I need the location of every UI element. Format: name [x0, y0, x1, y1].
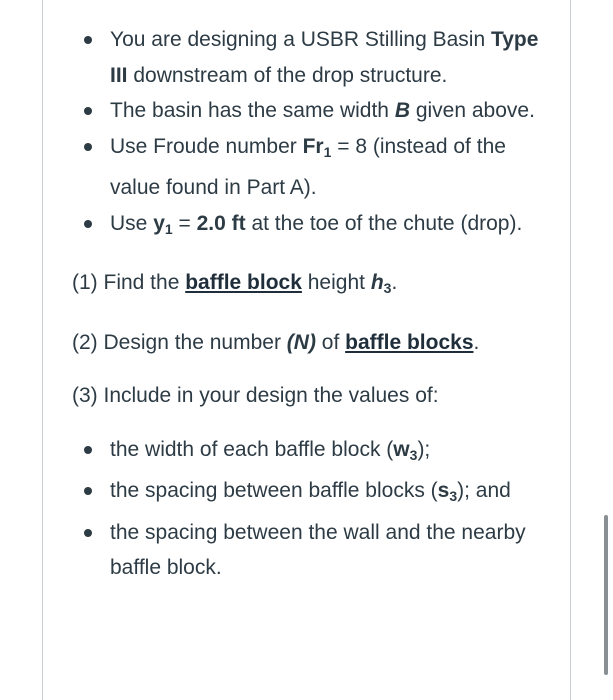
- list-item: the spacing between the wall and the nearby baffle block.: [72, 515, 542, 586]
- assignment-content: [72, 22, 542, 586]
- list-item: You are designing a USBR Stilling Basin Type III downstream of the drop structure.: [72, 22, 542, 93]
- question-1: (1) Find the baffle block height $h_3$.: [72, 271, 398, 296]
- list-item: Use $y_1 = 2.0$ ft at the toe of the chute (drop).: [72, 206, 542, 248]
- right-border: [570, 0, 571, 700]
- vertical-scrollbar[interactable]: [604, 515, 608, 675]
- list-item: The basin has the same width B given above.: [72, 93, 542, 129]
- list-item: Use Froude number $Fr_1 = 8$ (instead of the value found in Part A).: [72, 129, 542, 206]
- design-conditions-list: [72, 22, 542, 247]
- design-values-list: [72, 432, 542, 586]
- left-border: [42, 0, 43, 700]
- baffle-blocks-link[interactable]: baffle blocks: [345, 330, 474, 354]
- question-2: (2) Design the number (N) of baffle blocks.: [72, 330, 480, 354]
- baffle-block-link[interactable]: baffle block: [185, 271, 302, 294]
- list-item: the width of each baffle block $(w_3)$;: [72, 432, 542, 474]
- question-3: (3) Include in your design the values of:: [72, 384, 439, 407]
- list-item: the spacing between baffle blocks $(s_3)$; and: [72, 473, 542, 515]
